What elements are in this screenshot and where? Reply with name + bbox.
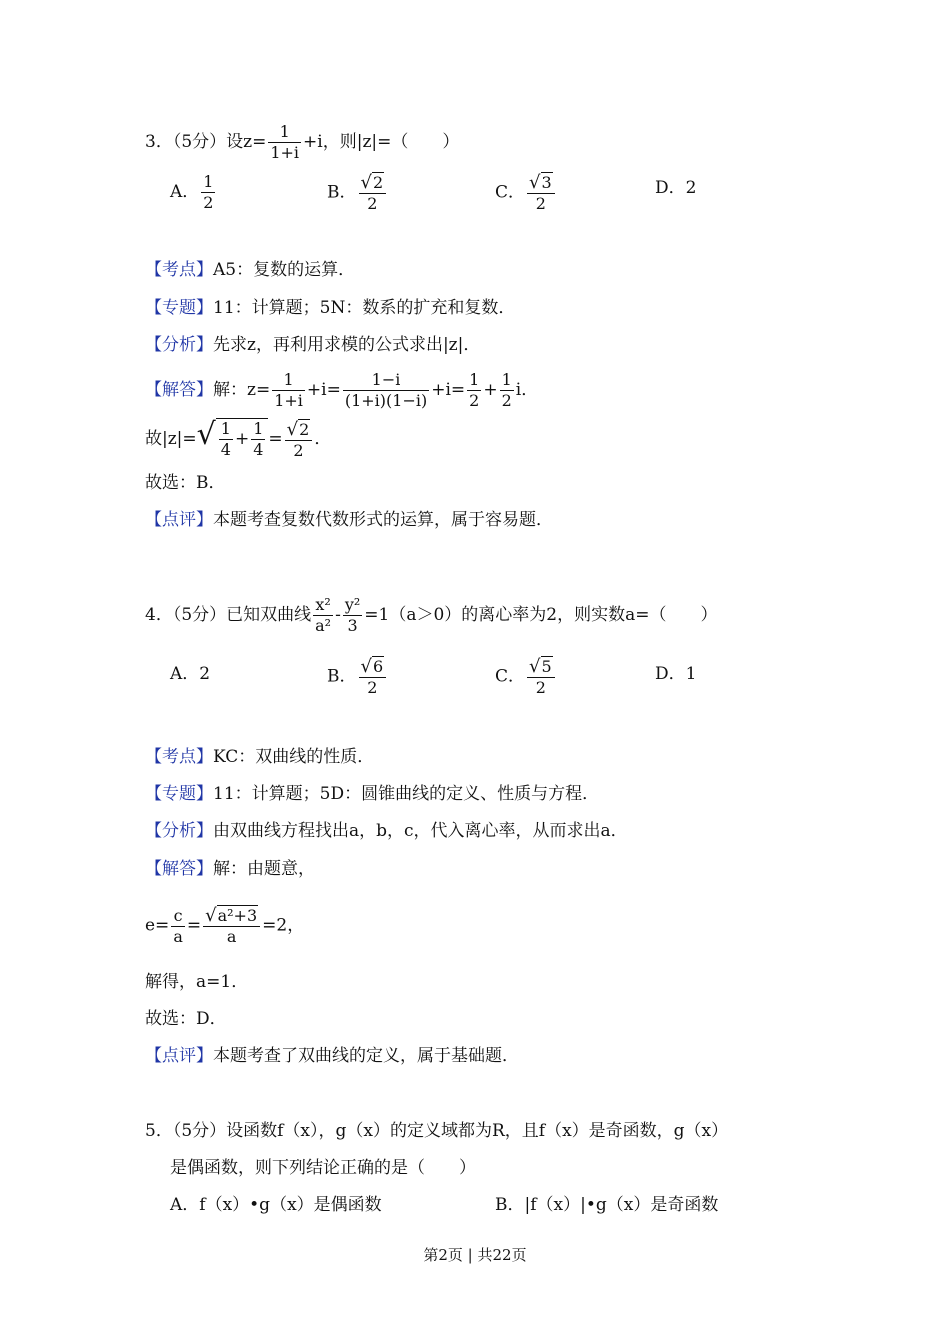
q3-fenxi: 【分析】先求z，再利用求模的公式求出|z|．	[145, 335, 481, 355]
q4-option-a: A．2	[170, 664, 211, 684]
q4-dianping: 【点评】本题考查了双曲线的定义，属于基础题．	[145, 1046, 519, 1066]
q4-jieda: 【解答】解：由题意，	[145, 859, 315, 879]
q4-stem: 4．（5分）已知双曲线 $\frac{\text{x²}}{\text{a²}}$ - $\frac{\text{y²}}{3}$ =1（a＞0）的离心率为2，则实数a=（ ）	[145, 595, 718, 635]
q4-eccentricity: e= $\frac{c}{a}$ = $\frac{\text{√a²+3}}{a}$ =2，	[145, 905, 305, 946]
q5-option-b: B．|f（x）|•g（x）是奇函数	[495, 1195, 719, 1215]
q3-dianping: 【点评】本题考查复数代数形式的运算，属于容易题．	[145, 510, 553, 530]
q4-option-d: D．1	[655, 664, 697, 684]
q3-option-d: D．2	[655, 178, 697, 198]
q3-kaodian: 【考点】A5：复数的运算．	[145, 260, 356, 280]
q4-fenxi: 【分析】由双曲线方程找出a，b，c，代入离心率，从而求出a．	[145, 821, 628, 841]
q4-kaodian: 【考点】KC：双曲线的性质．	[145, 747, 375, 767]
q4-solve: 解得，a=1．	[145, 972, 249, 992]
q3-stem: 3．（5分）设z= $\frac{1}{1+i}$ +i，则|z|=（ ）	[145, 122, 460, 162]
q4-option-c: C． $\frac{√5}{2}$	[495, 656, 557, 698]
q3-jieda: 【解答】解：z= $\frac{1}{1+i}$ +i= $\frac{1-i}{(1+i)(1-i)}$ +i= $\frac{1}{2}$ + $\frac{1}{2}$ i．	[145, 370, 539, 410]
page-footer: 第2页 | 共22页	[423, 1246, 527, 1264]
q3-option-c: C． $\frac{√3}{2}$	[495, 172, 557, 214]
q3-option-b: B． $\frac{√2}{2}$	[327, 172, 388, 214]
q4-answer: 故选：D．	[145, 1009, 227, 1029]
q4-zhuanti: 【专题】11：计算题；5D：圆锥曲线的定义、性质与方程．	[145, 784, 600, 804]
q5-stem-line2: 是偶函数，则下列结论正确的是（ ）	[170, 1158, 476, 1178]
fraction: $\frac{1}{1+i}$	[270, 122, 300, 162]
q5-option-a: A．f（x）•g（x）是偶函数	[170, 1195, 382, 1215]
q5-stem-line1: 5．（5分）设函数f（x），g（x）的定义域都为R，且f（x）是奇函数，g（x）	[145, 1121, 729, 1141]
q3-answer: 故选：B．	[145, 473, 226, 493]
q3-option-a: A． $\frac{1}{2}$	[170, 172, 214, 212]
q3-zhuanti: 【专题】11：计算题；5N：数系的扩充和复数．	[145, 298, 516, 318]
q3-modulus-result: 故|z|=√ $\frac{1}{4}$ + $\frac{1}{4}$ = $\frac{√2}{2}$ ．	[145, 417, 332, 460]
q4-option-b: B． $\frac{√6}{2}$	[327, 656, 388, 698]
